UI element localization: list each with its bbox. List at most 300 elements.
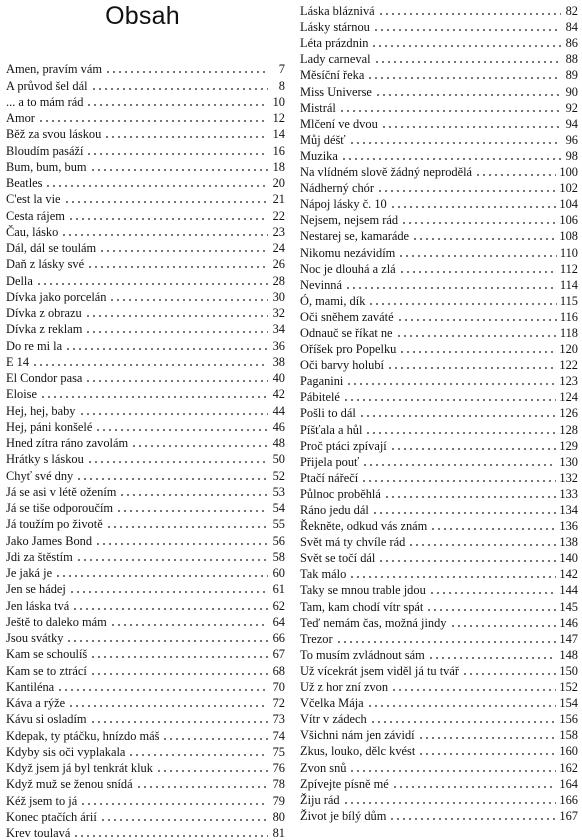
dot-leader xyxy=(392,781,557,789)
toc-entry xyxy=(6,336,285,352)
toc-entry-page: 66 xyxy=(272,631,285,645)
toc-entry-title: Dívka jako porcelán xyxy=(6,289,107,304)
toc-entry-title: Když jsem já byl tenkrát kluk xyxy=(6,761,153,775)
toc-entry-title: Daň z lásky své xyxy=(6,257,85,272)
toc-entry xyxy=(6,483,285,499)
toc-entry-title: Láska bláznivá xyxy=(300,4,375,19)
toc-entry xyxy=(6,759,285,775)
dot-leader xyxy=(345,282,557,290)
toc-entry xyxy=(300,163,578,179)
toc-entry-title: Eloise xyxy=(6,387,37,402)
toc-entry xyxy=(300,2,578,18)
dot-leader xyxy=(475,169,556,177)
dot-leader xyxy=(73,830,268,838)
toc-entry-title: Já toužím po životě xyxy=(6,517,103,532)
dot-leader xyxy=(95,424,268,432)
toc-entry xyxy=(6,450,285,466)
toc-entry-title: Ptačí nářečí xyxy=(300,470,359,485)
dot-leader xyxy=(429,587,557,595)
dot-leader xyxy=(116,505,268,513)
toc-entry-page: 58 xyxy=(272,549,285,564)
dot-leader xyxy=(90,651,268,659)
toc-entry-title: Na vlídném slově žádný neprodělá xyxy=(300,165,473,180)
toc-entry-page: 82 xyxy=(565,4,578,19)
toc-entry-page: 53 xyxy=(272,484,285,499)
toc-entry-title: Přijela pouť xyxy=(300,454,360,469)
toc-entry xyxy=(300,710,578,726)
dot-leader xyxy=(430,523,556,531)
dot-leader xyxy=(109,294,268,302)
toc-entry-page: 94 xyxy=(565,116,578,131)
toc-entry-title: Mistrál xyxy=(300,100,336,115)
toc-entry xyxy=(300,758,578,774)
toc-entry xyxy=(300,775,578,791)
toc-entry-page: 80 xyxy=(272,809,285,824)
toc-entry xyxy=(300,260,578,276)
toc-entry-page: 67 xyxy=(272,647,285,662)
toc-entry xyxy=(300,404,578,420)
toc-entry-page: 129 xyxy=(559,438,578,453)
toc-entry-title: Oříšek pro Popelku xyxy=(300,342,397,357)
toc-entry-title: ... a to mám rád xyxy=(6,94,84,109)
dot-leader xyxy=(85,375,268,383)
dot-leader xyxy=(368,298,556,306)
toc-entry-title: Když muž se ženou snídá xyxy=(6,777,133,792)
dot-leader xyxy=(349,137,561,145)
toc-entry-page: 24 xyxy=(272,241,285,255)
toc-entry-page: 146 xyxy=(559,615,578,630)
dot-leader xyxy=(341,153,561,161)
toc-entry xyxy=(300,726,578,742)
toc-entry-title: Včelka Mája xyxy=(300,696,364,711)
dot-leader xyxy=(450,620,557,628)
dot-leader xyxy=(372,507,557,515)
toc-entry xyxy=(300,324,578,340)
dot-leader xyxy=(136,781,268,789)
toc-entry xyxy=(300,453,578,469)
toc-entry xyxy=(6,174,285,190)
toc-entry-page: 138 xyxy=(559,535,578,550)
toc-entry-title: Ó, mami, dík xyxy=(300,293,366,308)
toc-entry xyxy=(6,190,285,206)
toc-entry xyxy=(300,356,578,372)
toc-entry-page: 12 xyxy=(272,111,285,125)
toc-entry-page: 21 xyxy=(272,192,285,207)
toc-entry-page: 30 xyxy=(272,289,285,304)
dot-leader xyxy=(85,326,268,334)
toc-entry-page: 120 xyxy=(559,342,578,357)
toc-entry xyxy=(300,678,578,694)
dot-leader xyxy=(359,410,557,418)
toc-entry-page: 60 xyxy=(272,566,285,580)
toc-entry-title: Kam se to ztrácí xyxy=(6,663,87,678)
toc-entry-page: 152 xyxy=(559,680,578,695)
toc-entry-title: Ráno jedu dál xyxy=(300,503,369,517)
toc-entry-page: 90 xyxy=(565,84,578,99)
dot-leader xyxy=(65,343,268,351)
toc-entry-title: Nádherný chór xyxy=(300,181,374,196)
toc-entry-page: 64 xyxy=(272,614,285,629)
toc-entry-title: Nikomu nezávidím xyxy=(300,245,396,260)
toc-entry-title: Bum, bum, bum xyxy=(6,159,87,174)
dot-leader xyxy=(343,797,557,805)
toc-entry-page: 98 xyxy=(565,148,578,163)
toc-entry xyxy=(300,66,578,82)
dot-leader xyxy=(418,732,557,740)
toc-entry xyxy=(300,179,578,195)
dot-leader xyxy=(373,24,561,32)
toc-entry-title: Noc je dlouhá a zlá xyxy=(300,261,396,276)
dot-leader xyxy=(387,362,556,370)
toc-entry-page: 89 xyxy=(565,68,578,83)
toc-entry-page: 147 xyxy=(559,631,578,646)
toc-entry-page: 16 xyxy=(272,143,285,158)
toc-entry-title: Kéž jsem to já xyxy=(6,793,78,808)
dot-leader xyxy=(398,250,557,258)
toc-entry-page: 156 xyxy=(559,712,578,727)
dot-leader xyxy=(45,180,268,188)
toc-entry xyxy=(300,630,578,646)
toc-entry-title: Půlnoc proběhlá xyxy=(300,486,381,501)
dot-leader xyxy=(86,99,268,107)
dot-leader xyxy=(367,700,557,708)
toc-entry-title: Taky se mnou trable jdou xyxy=(300,583,426,598)
toc-entry xyxy=(300,791,578,807)
dot-leader xyxy=(32,359,268,367)
toc-entry xyxy=(6,288,285,304)
toc-entry xyxy=(6,353,285,369)
dot-leader xyxy=(38,115,268,123)
toc-entry-page: 166 xyxy=(559,792,578,807)
dot-leader xyxy=(162,733,268,741)
dot-leader xyxy=(349,765,556,773)
toc-entry-page: 8 xyxy=(278,78,285,93)
dot-leader xyxy=(128,749,268,757)
toc-entry-title: Nápoj lásky č. 10 xyxy=(300,197,387,212)
toc-entry-page: 108 xyxy=(559,229,578,244)
toc-entry-title: Je jaká je xyxy=(6,566,53,580)
dot-leader xyxy=(64,196,268,204)
toc-entry-title: Oči barvy holubí xyxy=(300,358,384,373)
toc-entry-page: 48 xyxy=(272,436,285,450)
toc-entry-title: Jen se hádej xyxy=(6,582,66,597)
toc-entry-title: Teď nemám čas, možná jindy xyxy=(300,615,447,630)
dot-leader xyxy=(389,813,556,821)
toc-entry xyxy=(6,596,285,612)
dot-leader xyxy=(399,266,557,274)
dot-leader xyxy=(110,619,268,627)
toc-entry xyxy=(300,340,578,356)
toc-entry xyxy=(6,158,285,174)
toc-entry xyxy=(6,775,285,791)
toc-entry xyxy=(6,369,285,385)
toc-entry-title: Hej, páni konšelé xyxy=(6,419,93,434)
toc-entry xyxy=(6,548,285,564)
toc-entry-title: Zkus, louko, dělc kvést xyxy=(300,744,416,759)
toc-entry-page: 162 xyxy=(559,760,578,775)
dot-leader xyxy=(384,491,557,499)
toc-entry-title: Tam, kam chodí vítr spát xyxy=(300,599,424,614)
toc-entry-title: Všichni nám jen závidí xyxy=(300,728,415,743)
toc-entry xyxy=(300,243,578,259)
dot-leader xyxy=(76,554,268,562)
dot-leader xyxy=(370,716,557,724)
toc-entry-page: 76 xyxy=(272,761,285,775)
toc-entry-page: 88 xyxy=(565,52,578,67)
toc-entry-page: 22 xyxy=(272,208,285,223)
toc-entry-page: 164 xyxy=(559,776,578,791)
dot-leader xyxy=(401,217,556,225)
toc-entry-page: 18 xyxy=(272,159,285,174)
toc-entry-page: 34 xyxy=(272,322,285,337)
toc-entry-page: 40 xyxy=(272,371,285,385)
dot-leader xyxy=(104,131,268,139)
toc-entry-page: 81 xyxy=(272,826,285,840)
toc-entry-page: 32 xyxy=(272,306,285,320)
dot-leader xyxy=(91,83,268,91)
toc-entry-title: To musím zvládnout sám xyxy=(300,647,425,662)
toc-entry-title: Lady carneval xyxy=(300,52,371,67)
toc-entry-page: 46 xyxy=(272,419,285,434)
dot-leader xyxy=(390,201,557,209)
toc-entry-page: 134 xyxy=(559,503,578,517)
toc-entry xyxy=(6,141,285,157)
dot-leader xyxy=(362,459,556,467)
toc-entry xyxy=(6,401,285,417)
toc-entry-title: Trezor xyxy=(300,631,333,646)
toc-entry xyxy=(6,743,285,759)
toc-entry xyxy=(6,694,285,710)
toc-entry-page: 115 xyxy=(559,293,578,308)
toc-entry-title: Kdepak, ty ptáčku, hnízdo máš xyxy=(6,728,160,743)
toc-entry-title: Čau, lásko xyxy=(6,224,59,239)
toc-entry xyxy=(300,99,578,115)
toc-entry-page: 78 xyxy=(272,777,285,792)
dot-leader xyxy=(378,555,556,563)
toc-entry-page: 10 xyxy=(272,94,285,109)
toc-entry xyxy=(6,255,285,271)
dot-leader xyxy=(86,148,268,156)
toc-entry-title: Hej, hej, baby xyxy=(6,403,76,418)
dot-leader xyxy=(378,8,561,16)
toc-entry-title: Káva a rýže xyxy=(6,696,66,710)
toc-entry xyxy=(6,629,285,645)
dot-leader xyxy=(105,66,268,74)
toc-entry xyxy=(6,125,285,141)
toc-entry xyxy=(6,726,285,742)
dot-leader xyxy=(72,603,268,611)
dot-leader xyxy=(131,440,268,448)
toc-entry-page: 75 xyxy=(272,744,285,759)
toc-entry-title: Muzika xyxy=(300,148,338,163)
toc-entry-title: Píšťala a hůl xyxy=(300,422,363,437)
toc-entry-page: 140 xyxy=(559,551,578,566)
toc-entry-title: Můj déšť xyxy=(300,132,346,147)
toc-entry-page: 7 xyxy=(278,62,285,77)
toc-entry-title: Chyť své dny xyxy=(6,468,74,483)
toc-entry-title: Bloudím pasáží xyxy=(6,143,84,158)
toc-entry-page: 126 xyxy=(559,406,578,421)
toc-entry-title: E 14 xyxy=(6,354,30,369)
toc-entry xyxy=(300,501,578,517)
dot-leader xyxy=(119,489,268,497)
toc-entry-page: 26 xyxy=(272,257,285,272)
toc-entry xyxy=(300,372,578,388)
toc-entry xyxy=(300,211,578,227)
toc-entry-title: Léta prázdnin xyxy=(300,36,369,51)
toc-entry xyxy=(300,131,578,147)
toc-entry-title: Konec ptačích árií xyxy=(6,809,97,824)
toc-entry-page: 122 xyxy=(559,358,578,373)
toc-entry-title: Dál, dál se toulám xyxy=(6,241,97,255)
toc-entry xyxy=(300,147,578,163)
toc-entry xyxy=(300,437,578,453)
toc-entry-page: 44 xyxy=(272,403,285,418)
toc-entry-page: 86 xyxy=(565,36,578,51)
toc-entry-page: 55 xyxy=(272,517,285,532)
toc-entry-title: Vítr v zádech xyxy=(300,712,367,727)
toc-entry-page: 23 xyxy=(272,224,285,239)
toc-entry-page: 96 xyxy=(565,132,578,147)
toc-entry-page: 106 xyxy=(559,213,578,228)
toc-entry-title: Kantiléna xyxy=(6,679,55,694)
toc-entry xyxy=(300,227,578,243)
toc-entry-page: 114 xyxy=(559,277,578,292)
dot-leader xyxy=(66,635,268,643)
toc-entry-page: 74 xyxy=(272,728,285,743)
dot-leader xyxy=(374,56,561,64)
toc-entry-title: Řekněte, odkud vás znám xyxy=(300,519,428,534)
toc-entry-title: Amen, pravím vám xyxy=(6,62,103,77)
dot-leader xyxy=(349,571,556,579)
toc-entry-page: 56 xyxy=(272,533,285,548)
toc-entry xyxy=(300,276,578,292)
toc-entry-title: Della xyxy=(6,273,33,288)
dot-leader xyxy=(391,684,556,692)
toc-entry-page: 148 xyxy=(559,647,578,662)
dot-leader xyxy=(100,814,268,822)
toc-entry-page: 150 xyxy=(559,663,578,678)
dot-leader xyxy=(365,427,556,435)
toc-entry xyxy=(300,292,578,308)
toc-entry-page: 52 xyxy=(272,468,285,483)
toc-entry xyxy=(300,34,578,50)
dot-leader xyxy=(462,668,556,676)
toc-entry-page: 145 xyxy=(559,599,578,614)
toc-entry xyxy=(300,308,578,324)
toc-entry-title: Jako James Bond xyxy=(6,533,93,548)
toc-entry-page: 72 xyxy=(272,696,285,710)
toc-entry-title: Žiju rád xyxy=(300,792,340,807)
toc-entry-title: Mlčení ve dvou xyxy=(300,116,378,131)
dot-leader xyxy=(99,245,268,253)
toc-entry-title: El Condor pasa xyxy=(6,371,83,385)
toc-entry-page: 102 xyxy=(559,181,578,196)
toc-entry-title: Už vícekrát jsem viděl já tu tvář xyxy=(300,663,459,678)
dot-leader xyxy=(390,443,557,451)
toc-entry xyxy=(300,742,578,758)
toc-entry-page: 28 xyxy=(272,273,285,288)
dot-leader xyxy=(95,538,268,546)
page-title: Obsah xyxy=(105,2,180,30)
dot-leader xyxy=(339,105,561,113)
toc-entry xyxy=(6,678,285,694)
dot-leader xyxy=(90,668,268,676)
toc-entry xyxy=(300,50,578,66)
dot-leader xyxy=(336,636,557,644)
dot-leader xyxy=(79,408,268,416)
toc-entry xyxy=(300,115,578,131)
toc-entry xyxy=(6,645,285,661)
toc-entry xyxy=(300,597,578,613)
dot-leader xyxy=(412,233,556,241)
toc-entry xyxy=(6,109,285,125)
toc-entry-page: 42 xyxy=(272,387,285,402)
toc-entry-page: 123 xyxy=(559,374,578,389)
toc-entry-title: Pošli to dál xyxy=(300,406,356,421)
toc-entry-page: 92 xyxy=(565,100,578,115)
toc-entry-title: Svět má ty chvíle rád xyxy=(300,535,406,550)
dot-leader xyxy=(76,473,268,481)
toc-entry-page: 167 xyxy=(559,808,578,823)
toc-entry-page: 104 xyxy=(559,197,578,212)
toc-entry-page: 61 xyxy=(272,582,285,597)
toc-entry xyxy=(300,807,578,823)
toc-entry xyxy=(6,808,285,824)
dot-leader xyxy=(408,539,556,547)
toc-entry-title: Pábitelé xyxy=(300,390,340,405)
toc-entry xyxy=(300,614,578,630)
dot-leader xyxy=(36,278,268,286)
toc-entry-page: 136 xyxy=(559,519,578,534)
dot-leader xyxy=(61,229,268,237)
toc-entry xyxy=(6,499,285,515)
toc-entry-title: Nevinná xyxy=(300,277,342,292)
toc-entry xyxy=(6,60,285,76)
toc-entry-title: Proč ptáci zpívají xyxy=(300,438,387,453)
toc-entry xyxy=(300,388,578,404)
dot-leader xyxy=(377,185,556,193)
dot-leader xyxy=(428,652,557,660)
toc-entry-title: Zvon snů xyxy=(300,760,347,775)
toc-entry-page: 79 xyxy=(272,793,285,808)
toc-entry xyxy=(300,18,578,34)
toc-entry xyxy=(6,580,285,596)
toc-entry-title: Do re mi la xyxy=(6,338,63,353)
toc-entry-title: Tak málo xyxy=(300,567,347,582)
toc-entry-title: Měsíční řeka xyxy=(300,68,365,83)
dot-leader xyxy=(85,310,268,318)
toc-entry xyxy=(6,661,285,677)
toc-entry xyxy=(6,824,285,840)
toc-entry-page: 130 xyxy=(559,454,578,469)
toc-entry-title: Kávu si osladím xyxy=(6,712,87,727)
toc-entry-page: 62 xyxy=(272,598,285,613)
dot-leader xyxy=(90,164,268,172)
toc-entry-title: Amor xyxy=(6,111,35,125)
toc-entry-title: Jdi za štěstím xyxy=(6,549,73,564)
toc-entry-page: 124 xyxy=(559,390,578,405)
toc-entry-title: Miss Universe xyxy=(300,84,372,99)
dot-leader xyxy=(396,330,557,338)
toc-entry-title: Jen láska tvá xyxy=(6,598,70,613)
toc-entry xyxy=(6,613,285,629)
dot-leader xyxy=(69,586,268,594)
dot-leader xyxy=(399,346,556,354)
toc-entry-page: 54 xyxy=(272,501,285,515)
dot-leader xyxy=(57,684,268,692)
dot-leader xyxy=(346,378,556,386)
